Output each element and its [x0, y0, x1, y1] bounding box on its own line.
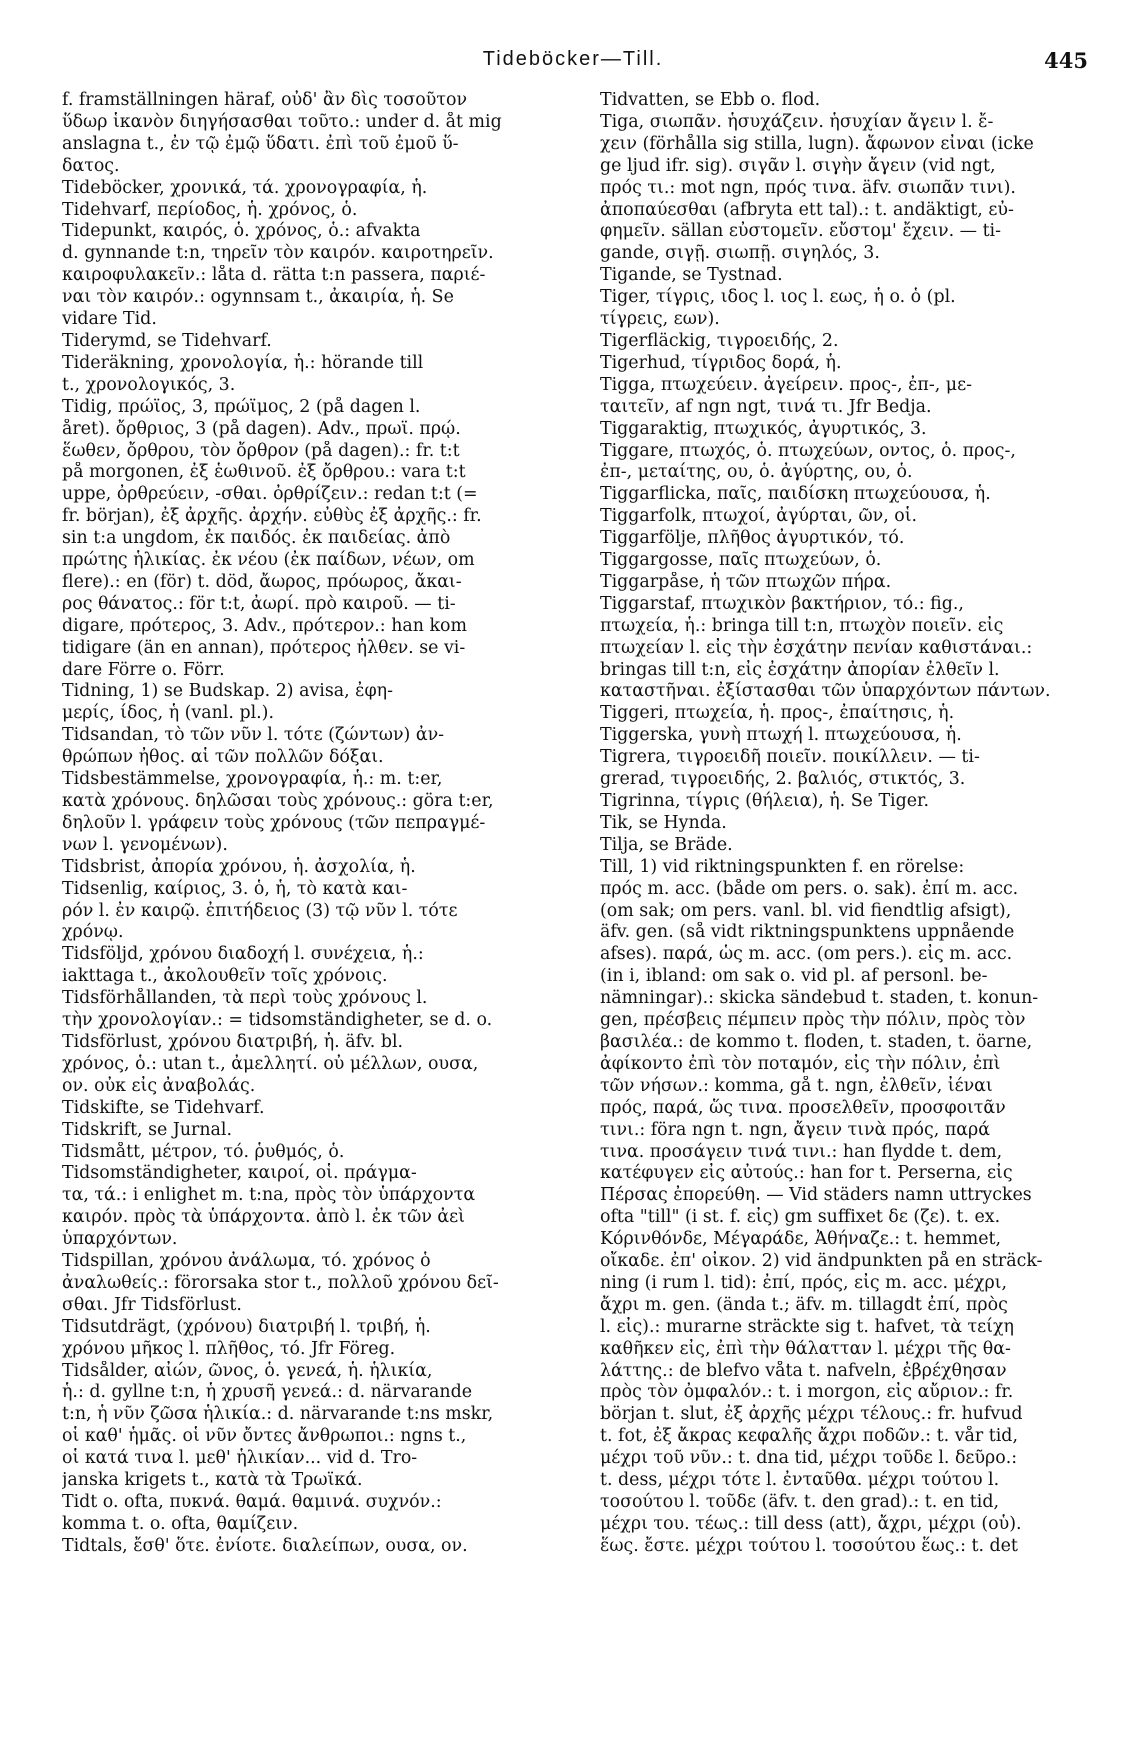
dictionary-line: vidare Tid. [62, 309, 157, 330]
dictionary-line: πρός m. acc. (både om pers. o. sak). ἐπί m. acc. [600, 878, 1019, 899]
dictionary-line: δηλοῦν l. γράφειν τοὺς χρόνους (τῶν πεπραγμέ- [62, 812, 486, 833]
dictionary-line: ἀποπαύεσθαι (afbryta ett tal).: t. andäktigt, εὐ- [600, 199, 1014, 220]
dictionary-line: äfv. gen. (så vidt riktningspunktens uppnående [600, 922, 1015, 943]
dictionary-line: χρόνῳ. [62, 922, 124, 943]
dictionary-line: ὕδωρ ἱκανὸν διηγήσασθαι τοῦτο.: under d. åt mig [62, 111, 502, 132]
dictionary-line: καιροφυλακεῖν.: låta d. rätta t:n passera, παριέ- [62, 265, 486, 286]
dictionary-line: Tik, se Hynda. [600, 812, 727, 833]
running-head: Tideböcker—Till. [482, 48, 664, 70]
dictionary-line: Tidspillan, χρόνου ἀνάλωμα, τό. χρόνος ὁ [62, 1251, 431, 1272]
dictionary-line: ρόν l. ἐν καιρῷ. ἐπιτήδειος (3) τῷ νῦν l. τότε [62, 900, 458, 921]
dictionary-line: Tigerfläckig, τιγροειδής, 2. [600, 330, 839, 351]
page-header [58, 44, 1088, 74]
dictionary-line: ofta "till" (i st. f. εἰς) gm suffixet δε (ζε). t. ex. [600, 1207, 1001, 1228]
dictionary-line: ἕωθεν, ὄρθρου, τὸν ὄρθρον (på dagen).: fr. t:t [62, 440, 460, 461]
dictionary-line: t., χρονολογικός, 3. [62, 374, 236, 395]
dictionary-line: (in i, ibland: om sak o. vid pl. af personl. be- [600, 966, 988, 987]
dictionary-line: året). ὄρθριος, 3 (på dagen). Adv., πρωΐ. πρῴ. [62, 418, 461, 439]
dictionary-line: πρός τι.: mot ngn, πρός τινα. äfv. σιωπᾶν τινι). [600, 177, 1016, 198]
dictionary-line: τοσούτου l. τοῦδε (äfv. t. den grad).: t. en tid, [600, 1492, 1000, 1512]
dictionary-line: f. framställningen häraf, οὐδ' ἂν δὶς τοσοῦτον [62, 90, 468, 110]
dictionary-line: på morgonen, ἐξ ἑωθινοῦ. ἐξ ὄρθρου.: vara t:t [62, 462, 466, 483]
dictionary-line: καθῆκεν εἰς, ἐπὶ τὴν θάλατταν l. μέχρι τῆς θα- [600, 1338, 1011, 1359]
dictionary-line: Tidsförlust, χρόνου διατριβή, ἡ. äfv. bl. [62, 1031, 404, 1052]
dictionary-line: Tiggargosse, παῖς πτωχεύων, ὁ. [600, 550, 882, 571]
dictionary-line: nämningar).: skicka sändebud t. staden, t. konun- [600, 988, 1039, 1009]
dictionary-line: Tigga, πτωχεύειν. ἀγείρειν. προς-, ἐπ-, με- [600, 374, 972, 395]
dictionary-line: Tidig, πρώϊος, 3, πρώϊμος, 2 (på dagen l. [62, 396, 421, 417]
dictionary-line: gen, πρέσβεις πέμπειν πρὸς τὴν πόλιν, πρὸς τὸν [600, 1010, 1026, 1031]
dictionary-line: Tideböcker, χρονικά, τά. χρονογραφία, ἡ. [62, 177, 428, 198]
dictionary-line: Tigerhud, τίγριδος δορά, ἡ. [600, 352, 842, 373]
dictionary-line: t. dess, μέχρι τότε l. ἐνταῦθα. μέχρι τούτου l. [600, 1470, 1000, 1491]
dictionary-line: πτωχείαν l. εἰς τὴν ἐσχάτην πενίαν καθιστάναι.: [600, 637, 1033, 658]
dictionary-line: Tidskrift, se Jurnal. [62, 1119, 233, 1140]
dictionary-line: sin t:a ungdom, ἐκ παιδός. ἐκ παιδείας. ἀπὸ [62, 528, 451, 549]
dictionary-line: t. fot, ἐξ ἄκρας κεφαλῆς ἄχρι ποδῶν.: t. vår tid, [600, 1426, 1018, 1447]
dictionary-line: χειν (förhålla sig stilla, lugn). ἄφωνον εἶναι (icke [600, 133, 1034, 154]
dictionary-line: afses). παρά, ὡς m. acc. (om pers.). εἰς m. acc. [600, 944, 1013, 965]
dictionary-line: iakttaga t., ἀκολουθεῖν τοῖς χρόνοις. [62, 966, 388, 987]
dictionary-line: τα, τά.: i enlighet m. t:na, πρὸς τὸν ὑπάρχοντα [62, 1185, 476, 1206]
dictionary-line: Tiggare, πτωχός, ὁ. πτωχεύων, οντος, ὁ. προς-, [600, 440, 1016, 461]
dictionary-line: Tidepunkt, καιρός, ὁ. χρόνος, ὁ.: afvakta [62, 221, 421, 242]
dictionary-line: Tigrinna, τίγρις (θήλεια), ἡ. Se Tiger. [600, 791, 929, 811]
dictionary-line: λάττης.: de blefvo våta t. nafveln, ἐβρέχθησαν [600, 1360, 1007, 1381]
dictionary-line: Tidsbrist, ἀπορία χρόνου, ἡ. ἀσχολία, ἡ. [62, 856, 416, 877]
dictionary-line: Tidskifte, se Tidehvarf. [62, 1097, 265, 1118]
dictionary-line: χρόνος, ὁ.: utan t., ἀμελλητί. οὐ μέλλων, ουσα, [62, 1053, 479, 1074]
dictionary-line: οἱ καθ' ἡμᾶς. οἱ νῦν ὄντες ἄνθρωποι.: ngns t., [62, 1426, 467, 1447]
dictionary-line: Πέρσας ἐπορεύθη. — Vid städers namn uttryckes [600, 1185, 1032, 1206]
dictionary-line: Tidsomständigheter, καιροί, οἱ. πράγμα- [62, 1163, 417, 1184]
dictionary-line: ον. οὐκ εἰς ἀναβολάς. [62, 1075, 256, 1096]
dictionary-line: ρος θάνατος.: för t:t, ἀωρί. πρὸ καιροῦ. — ti- [62, 593, 456, 614]
dictionary-line: flere).: en (för) t. död, ἄωρος, πρόωρος, ἄκαι- [62, 571, 462, 592]
dictionary-line: καιρόν. πρὸς τὰ ὑπάρχοντα. ἀπὸ l. ἐκ τῶν ἀεὶ [62, 1207, 465, 1228]
dictionary-line: tidigare (än en annan), πρότερος ἦλθεν. se vi- [62, 637, 466, 658]
dictionary-line: Tiderymd, se Tidehvarf. [62, 330, 272, 351]
dictionary-line: Tidehvarf, περίοδος, ἡ. χρόνος, ὁ. [62, 199, 358, 220]
dictionary-line: Tidsutdrägt, (χρόνου) διατριβή l. τριβή, ἡ. [62, 1316, 431, 1337]
dictionary-line: ἀφίκοντο ἐπὶ τὸν ποταμόν, εἰς τὴν πόλιν, ἐπὶ [600, 1053, 1001, 1074]
dictionary-line: οἱ κατά τινα l. μεθ' ἡλικίαν... vid d. Tro- [62, 1448, 418, 1469]
dictionary-line: ἕως. ἔστε. μέχρι τούτου l. τοσούτου ἕως.: t. det [600, 1535, 1018, 1556]
dictionary-line: οἴκαδε. ἐπ' οἶκον. 2) vid ändpunkten på en sträck- [600, 1251, 1043, 1272]
dictionary-line: Tidtals, ἔσθ' ὅτε. ἐνίοτε. διαλείπων, ουσα, ον. [62, 1535, 468, 1556]
dictionary-line: πρός, παρά, ὥς τινα. προσελθεῖν, προσφοιτᾶν [600, 1097, 1006, 1118]
dictionary-line: Tidt o. ofta, πυκνά. θαμά. θαμινά. συχνόν.: [62, 1492, 442, 1512]
right-column [600, 90, 1100, 1558]
dictionary-line: Tiggarpåse, ἡ τῶν πτωχῶν πήρα. [600, 571, 892, 592]
dictionary-line: bringas till t:n, εἰς ἐσχάτην ἀπορίαν ἐλθεῖν l. [600, 659, 1000, 680]
page-number: 445 [1044, 48, 1088, 73]
dictionary-line: d. gynnande t:n, τηρεῖν τὸν καιρόν. καιροτηρεῖν. [62, 243, 494, 264]
dictionary-line: ἡ.: d. gyllne t:n, ἡ χρυσῆ γενεά.: d. närvarande [62, 1382, 473, 1403]
dictionary-line: ἐπ-, μεταίτης, ου, ὁ. ἀγύρτης, ου, ὁ. [600, 462, 913, 483]
dictionary-line: Tidsenlig, καίριος, 3. ὁ, ἡ, τὸ κατὰ και- [62, 878, 408, 899]
dictionary-line: Tiggarfolk, πτωχοί, ἀγύρται, ῶν, οἱ. [600, 506, 918, 527]
dictionary-line: janska krigets t., κατὰ τὰ Τρωϊκά. [62, 1470, 363, 1491]
dictionary-line: ning (i rum l. tid): ἐπί, πρός, εἰς m. acc. μέχρι, [600, 1272, 1008, 1293]
dictionary-line: πρώτης ἡλικίας. ἐκ νέου (ἐκ παίδων, νέων, om [62, 550, 475, 571]
dictionary-line: Tidsföljd, χρόνου διαδοχή l. συνέχεια, ἡ.: [62, 944, 424, 965]
dictionary-line: πρὸς τὸν ὀμφαλόν.: t. i morgon, εἰς αὔριον.: fr. [600, 1382, 1014, 1403]
dictionary-line: ge ljud ifr. sig). σιγᾶν l. σιγὴν ἄγειν (vid ngt, [600, 155, 996, 176]
dictionary-line: Tiggarstaf, πτωχικὸν βακτήριον, τό.: fig., [600, 593, 964, 614]
dictionary-line: Tigrera, τιγροειδῆ ποιεῖν. ποικίλλειν. — ti- [600, 747, 980, 768]
dictionary-line: gande, σιγῇ. σιωπῇ. σιγηλός, 3. [600, 243, 880, 264]
dictionary-line: χρόνου μῆκος l. πλῆθος, τό. Jfr Föreg. [62, 1338, 396, 1359]
dictionary-line: Tidning, 1) se Budskap. 2) avisa, ἐφη- [62, 681, 393, 702]
dictionary-line: Tiggarfölje, πλῆθος ἀγυρτικόν, τό. [600, 528, 905, 549]
dictionary-line: Tideräkning, χρονολογία, ἡ.: hörande till [62, 352, 424, 373]
dictionary-line: Tidsandan, τὸ τῶν νῦν l. τότε (ζώντων) ἀν- [62, 725, 445, 746]
dictionary-line: början t. slut, ἐξ ἀρχῆς μέχρι τέλους.: fr. hufvud [600, 1404, 1023, 1425]
dictionary-line: (om sak; om pers. vanl. bl. vid fiendtlig afsigt), [600, 900, 1012, 921]
dictionary-line: καταστῆναι. ἐξίστασθαι τῶν ὑπαρχόντων πάντων. [600, 681, 1051, 702]
dictionary-line: Tiger, τίγρις, ιδος l. ιος l. εως, ἡ o. ὁ (pl. [600, 287, 956, 308]
dictionary-line: μερίς, ίδος, ἡ (vanl. pl.). [62, 703, 274, 724]
dictionary-line: δατος. [62, 155, 120, 176]
dictionary-line: νων l. γενομένων). [62, 834, 228, 855]
dictionary-line: grerad, τιγροειδής, 2. βαλιός, στικτός, 3. [600, 769, 966, 790]
dictionary-line: ναι τὸν καιρόν.: ogynnsam t., ἀκαιρία, ἡ. Se [62, 287, 454, 308]
dictionary-line: Κόρινθόνδε, Μέγαράδε, Ἀθήναζε.: t. hemmet, [600, 1229, 1002, 1250]
dictionary-line: Tidsbestämmelse, χρονογραφία, ἡ.: m. t:er, [62, 769, 443, 790]
dictionary-line: Tidvatten, se Ebb o. flod. [600, 90, 821, 110]
dictionary-line: komma t. o. ofta, θαμίζειν. [62, 1513, 299, 1534]
dictionary-line: l. εἰς).: murarne sträckte sig t. hafvet, τὰ τείχη [600, 1316, 1014, 1337]
dictionary-line: τὴν χρονολογίαν.: = tidsomständigheter, se d. o. [62, 1010, 493, 1031]
left-column [62, 90, 562, 1558]
dictionary-line: σθαι. Jfr Tidsförlust. [62, 1294, 242, 1315]
dictionary-line: ὑπαρχόντων. [62, 1229, 178, 1250]
dictionary-line: μέχρι του. τέως.: till dess (att), ἄχρι, μέχρι (οὗ). [600, 1513, 1022, 1534]
dictionary-line: φημεῖν. sällan εὐστομεῖν. εὔστομ' ἔχειν. — ti- [600, 221, 1001, 242]
dictionary-line: Tiggaraktig, πτωχικός, ἀγυρτικός, 3. [600, 418, 927, 439]
dictionary-line: τινι.: föra ngn t. ngn, ἄγειν τινὰ πρός, παρά [600, 1119, 990, 1140]
dictionary-line: Tiggeri, πτωχεία, ἡ. προς-, ἐπαίτησις, ἡ. [600, 703, 955, 724]
dictionary-line: dare Förre o. Förr. [62, 659, 225, 680]
dictionary-line: πτωχεία, ἡ.: bringa till t:n, πτωχὸν ποιεῖν. εἰς [600, 615, 1004, 636]
dictionary-line: Tilja, se Bräde. [600, 834, 733, 855]
dictionary-line: ἀναλωθείς.: förorsaka stor t., πολλοῦ χρόνου δεῖ- [62, 1272, 499, 1293]
dictionary-line: θρώπων ἦθος. αἱ τῶν πολλῶν δόξαι. [62, 747, 384, 768]
dictionary-line: Tidsålder, αἰών, ῶνος, ὁ. γενεά, ἡ. ἡλικία, [62, 1360, 433, 1381]
dictionary-line: uppe, ὀρθρεύειν, -σθαι. ὀρθρίζειν.: redan t:t (= [62, 484, 478, 505]
dictionary-line: τίγρεις, εων). [600, 309, 720, 330]
dictionary-line: βασιλέα.: de kommo t. floden, t. staden, t. öarne, [600, 1031, 1033, 1052]
dictionary-line: τινα. προσάγειν τινά τινι.: han flydde t. dem, [600, 1141, 1003, 1162]
dictionary-line: τῶν νήσων.: komma, gå t. ngn, ἐλθεῖν, ἰέναι [600, 1075, 993, 1096]
dictionary-line: Tidsförhållanden, τὰ περὶ τοὺς χρόνους l. [62, 988, 428, 1009]
dictionary-line: Tigande, se Tystnad. [600, 265, 783, 286]
dictionary-line: Tidsmått, μέτρον, τό. ῥυθμός, ὁ. [62, 1141, 345, 1162]
dictionary-line: Till, 1) vid riktningspunkten f. en rörelse: [600, 856, 965, 877]
dictionary-line: Tiggerska, γυνὴ πτωχή l. πτωχεύουσα, ἡ. [600, 725, 962, 746]
dictionary-line: digare, πρότερος, 3. Adv., πρότερον.: han kom [62, 615, 467, 636]
dictionary-line: κατέφυγεν εἰς αὐτούς.: han for t. Perserna, εἰς [600, 1163, 1013, 1184]
dictionary-line: Tiggarflicka, παῖς, παιδίσκη πτωχεύουσα, ἡ. [600, 484, 991, 505]
dictionary-line: anslagna t., ἐν τῷ ἐμῷ ὕδατι. ἐπὶ τοῦ ἐμοῦ ὕ- [62, 133, 459, 154]
dictionary-line: κατὰ χρόνους. δηλῶσαι τοὺς χρόνους.: göra t:er, [62, 791, 494, 811]
dictionary-line: Tiga, σιωπᾶν. ἡσυχάζειν. ἡσυχίαν ἄγειν l. ἔ- [600, 111, 994, 132]
dictionary-line: ταιτεῖν, af ngn ngt, τινά τι. Jfr Bedja. [600, 396, 932, 417]
dictionary-line: ἄχρι m. gen. (ända t.; äfv. m. tillagdt ἐπί, πρὸς [600, 1294, 1008, 1315]
dictionary-line: μέχρι τοῦ νῦν.: t. dna tid, μέχρι τοῦδε l. δεῦρο.: [600, 1448, 1018, 1469]
dictionary-line: t:n, ἡ νῦν ζῶσα ἡλικία.: d. närvarande t:ns mskr, [62, 1404, 494, 1425]
dictionary-line: fr. början), ἐξ ἀρχῆς. ἀρχήν. εὐθὺς ἐξ ἀρχῆς.: fr. [62, 506, 482, 527]
